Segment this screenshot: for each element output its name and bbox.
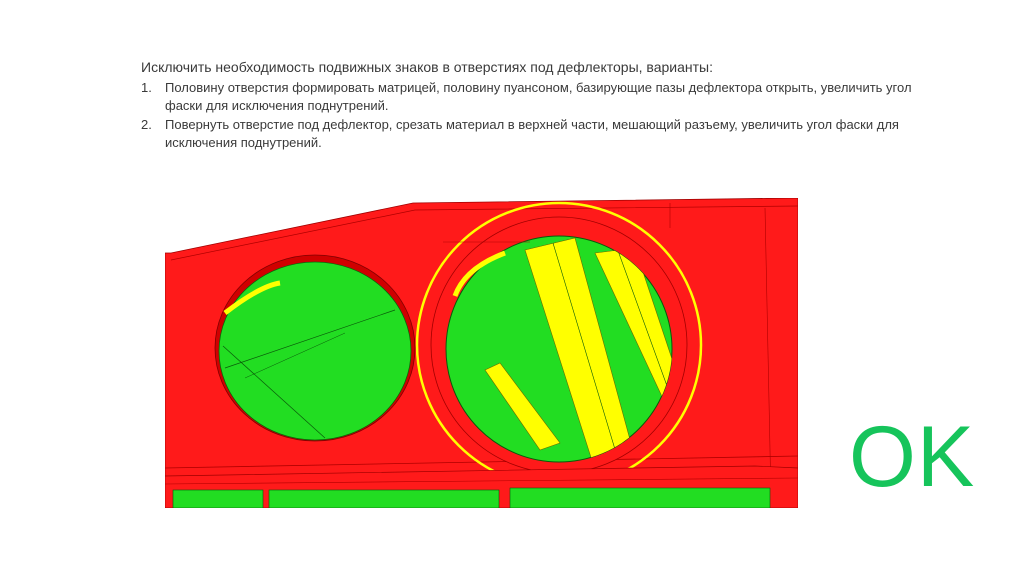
option-number-2: 2. [141,117,152,132]
option-text-1: Половину отверстия формировать матрицей, половину пуансоном, базирующие пазы дефлектора открыть, увеличить угол фаски для исключения поднутрений. [165,80,912,113]
cad-draft-analysis-image [165,198,798,508]
option-item-1 [141,79,921,115]
heading: Исключить необходимость подвижных знаков в отверстиях под дефлекторы, варианты: [141,59,713,75]
description-block [141,58,921,153]
option-item-2 [141,116,921,152]
cad-model-render [165,198,798,508]
option-number-1: 1. [141,80,152,95]
option-text-2: Повернуть отверстие под дефлектор, срезать материал в верхней части, мешающий разъему, увеличить угол фаски для исключения поднутрений. [165,117,899,150]
options-list [141,79,921,152]
status-ok-label: OK [849,409,976,505]
